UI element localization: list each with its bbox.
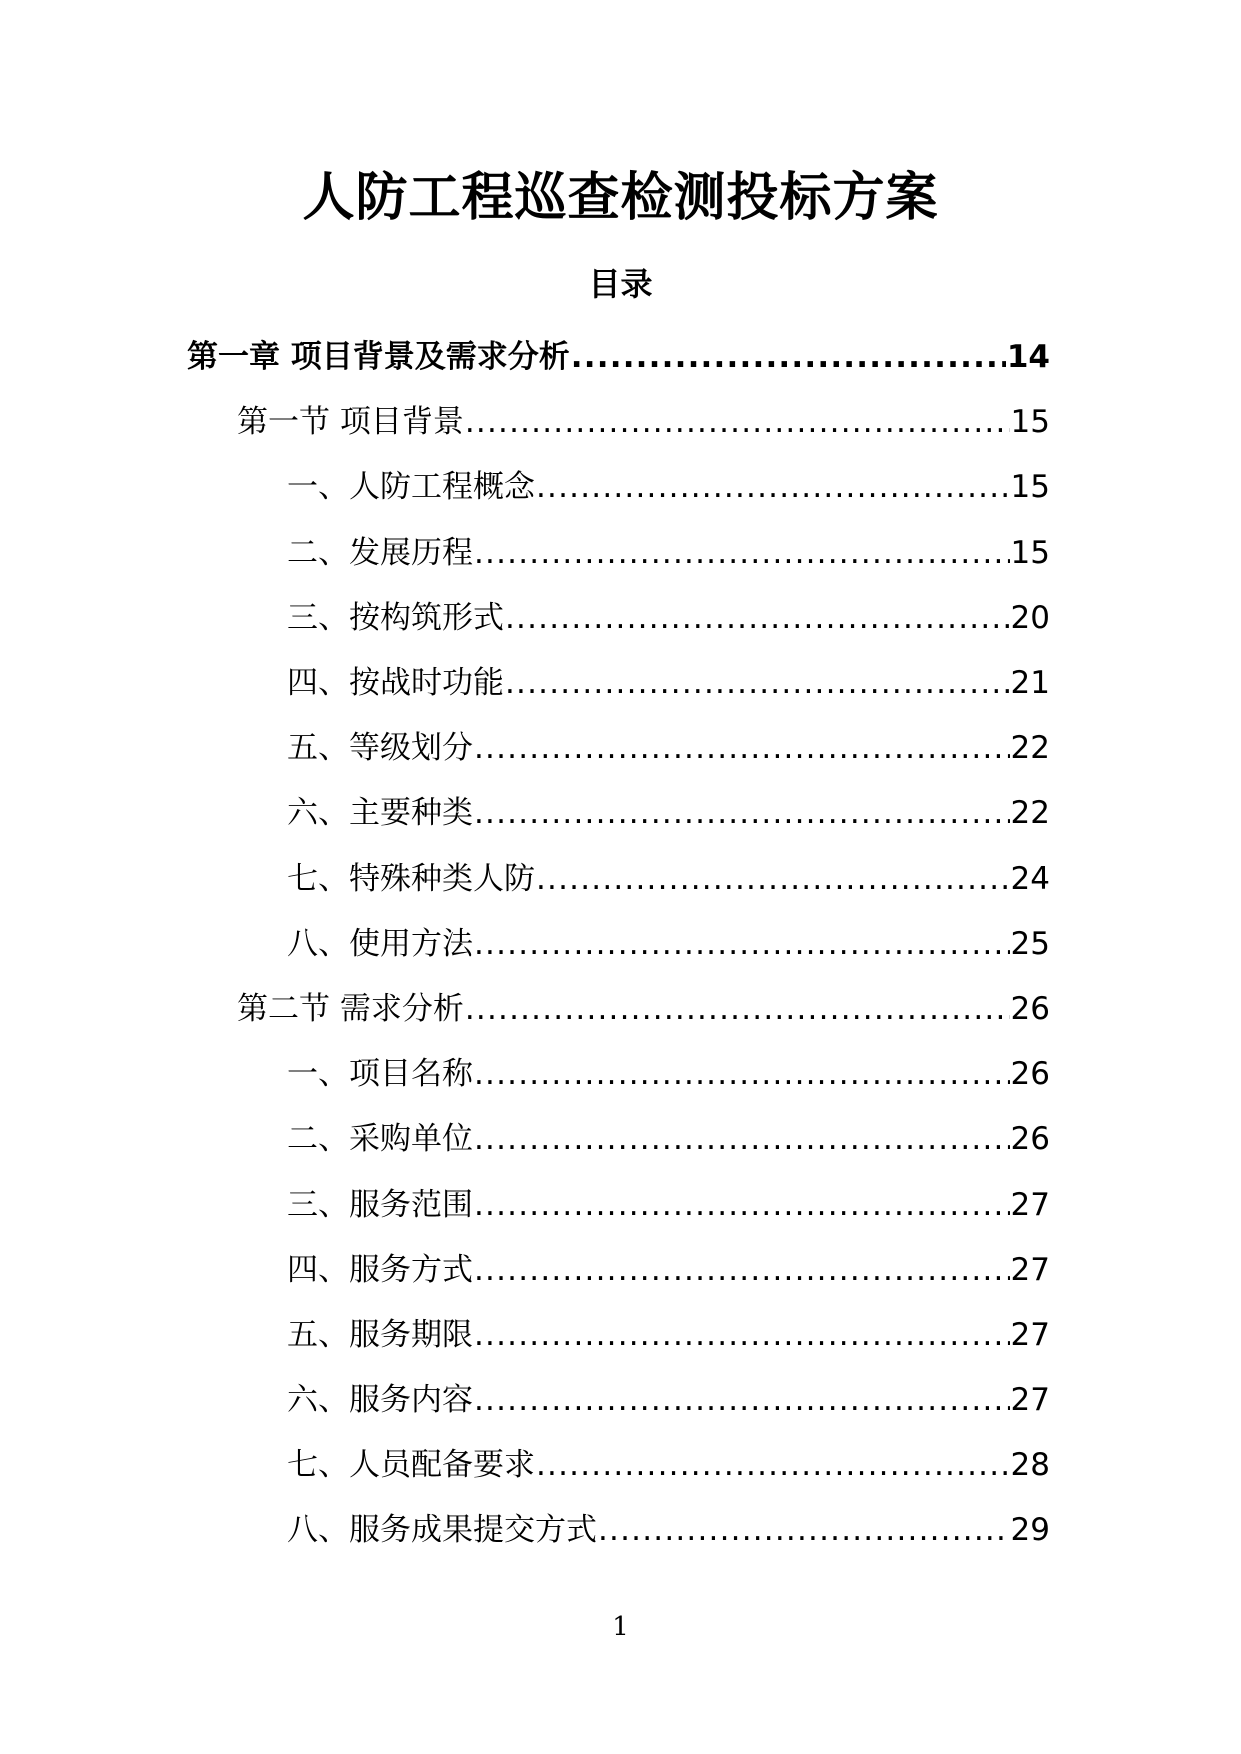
toc-entry-page: 27 [1010,1251,1050,1288]
toc-entry-title: 六、主要种类 [287,795,473,832]
toc-entry-title: 三、按构筑形式 [287,599,504,636]
toc-entry-page: 29 [1010,1512,1050,1549]
page-number: 1 [612,1612,629,1642]
toc-entry-page: 15 [1010,404,1050,441]
toc-entry-item[interactable] [0,521,1241,586]
toc-entry-title: 六、服务内容 [287,1382,473,1419]
toc-entry-title: 四、按战时功能 [287,665,504,702]
toc-entry-item[interactable] [0,651,1241,716]
toc-dot-leader [505,603,1010,634]
table-of-contents [0,325,1241,1564]
toc-entry-item[interactable] [0,1042,1241,1107]
toc-entry-title: 五、服务期限 [287,1316,473,1353]
toc-entry-item[interactable] [0,1303,1241,1368]
toc-entry-title: 八、使用方法 [287,925,473,962]
toc-entry-item[interactable] [0,1433,1241,1498]
toc-entry-page: 22 [1010,795,1050,832]
toc-dot-leader [571,342,1006,373]
toc-dot-leader [474,1059,1010,1090]
toc-entry-title: 二、发展历程 [287,534,473,571]
toc-dot-leader [536,1450,1010,1481]
toc-entry-item[interactable] [0,847,1241,912]
toc-entry-title: 五、等级划分 [287,730,473,767]
toc-entry-page: 21 [1010,665,1050,702]
toc-entry-item[interactable] [0,1238,1241,1303]
toc-entry-title: 第二节 需求分析 [237,990,464,1027]
toc-entry-item[interactable] [0,716,1241,781]
toc-entry-item[interactable] [0,1172,1241,1237]
toc-entry-item[interactable] [0,1368,1241,1433]
toc-entry-page: 14 [1006,339,1050,376]
toc-entry-section[interactable] [0,977,1241,1042]
toc-entry-item[interactable] [0,781,1241,846]
toc-entry-item[interactable] [0,1498,1241,1563]
toc-entry-page: 27 [1010,1186,1050,1223]
document-title: 人防工程巡查检测投标方案 [302,168,939,228]
toc-entry-title: 三、服务范围 [287,1186,473,1223]
toc-entry-page: 15 [1010,534,1050,571]
toc-dot-leader [536,864,1010,895]
toc-dot-leader [465,407,1010,438]
toc-dot-leader [474,733,1010,764]
toc-entry-title: 第一章 项目背景及需求分析 [187,339,570,376]
toc-entry-title: 一、人防工程概念 [287,469,535,506]
toc-entry-page: 28 [1010,1447,1050,1484]
toc-entry-page: 22 [1010,730,1050,767]
toc-dot-leader [598,1515,1010,1546]
toc-dot-leader [474,929,1010,960]
toc-dot-leader [474,538,1010,569]
toc-entry-title: 七、特殊种类人防 [287,860,535,897]
toc-entry-title: 二、采购单位 [287,1121,473,1158]
toc-entry-title: 一、项目名称 [287,1056,473,1093]
toc-entry-page: 25 [1010,925,1050,962]
toc-entry-item[interactable] [0,1107,1241,1172]
toc-dot-leader [474,1124,1010,1155]
toc-dot-leader [474,1320,1010,1351]
toc-dot-leader [474,1190,1010,1221]
toc-dot-leader [474,1255,1010,1286]
toc-entry-page: 24 [1010,860,1050,897]
toc-entry-title: 四、服务方式 [287,1251,473,1288]
toc-entry-page: 27 [1010,1382,1050,1419]
toc-entry-page: 27 [1010,1316,1050,1353]
toc-dot-leader [474,798,1010,829]
toc-dot-leader [474,1385,1010,1416]
toc-entry-section[interactable] [0,390,1241,455]
toc-entry-title: 八、服务成果提交方式 [287,1512,597,1549]
toc-entry-chapter[interactable] [0,325,1241,390]
toc-entry-title: 第一节 项目背景 [237,404,464,441]
toc-dot-leader [505,668,1010,699]
toc-heading: 目录 [588,265,653,303]
toc-entry-page: 15 [1010,469,1050,506]
toc-entry-page: 26 [1010,1056,1050,1093]
toc-entry-item[interactable] [0,455,1241,520]
toc-entry-page: 20 [1010,599,1050,636]
toc-dot-leader [465,994,1010,1025]
toc-dot-leader [536,472,1010,503]
toc-entry-item[interactable] [0,586,1241,651]
toc-entry-page: 26 [1010,990,1050,1027]
toc-entry-page: 26 [1010,1121,1050,1158]
toc-entry-item[interactable] [0,912,1241,977]
toc-entry-title: 七、人员配备要求 [287,1447,535,1484]
